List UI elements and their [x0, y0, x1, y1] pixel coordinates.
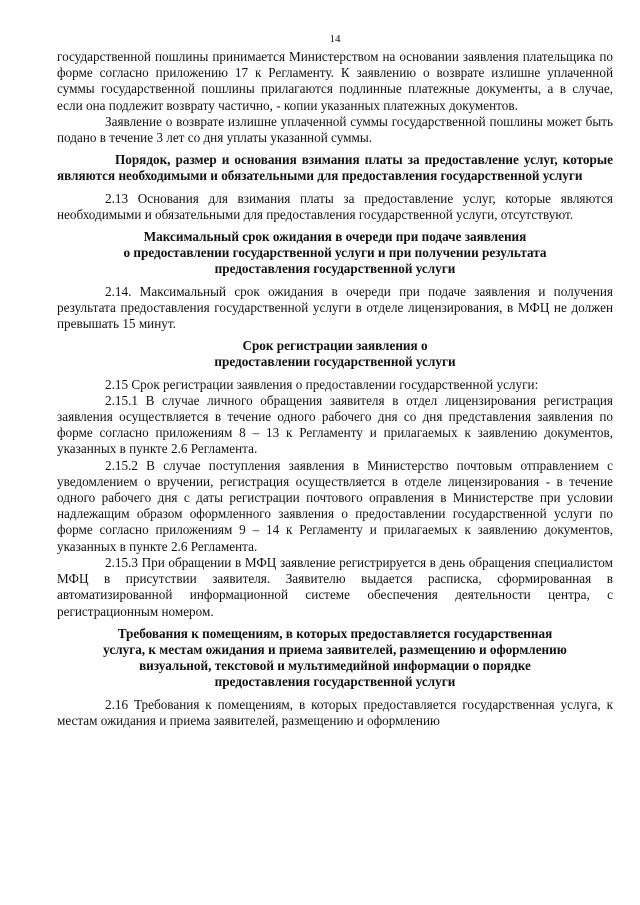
section-heading-line: предоставлении государственной услуги [214, 354, 456, 370]
paragraph: 2.15.2 В случае поступления заявления в Министерство почтовым отправлением с уведомлением о вручении, регистрация осуществляется в отделе лицензирования - в течение одного рабочего дня с даты регистрации почтового оправления в Министерстве при условии надлежащим образом оформленного заявления о предоставлении государственной услуги по форме согласно приложениям 9 – 14 к Регламенту и прилагаемых к заявлению документов, указанных в пункте 2.6 Регламента. [57, 457, 613, 554]
section-heading-line: Срок регистрации заявления о [242, 338, 428, 354]
paragraph: государственной пошлины принимается Министерством на основании заявления плательщика по форме согласно приложению 17 к Регламенту. К заявлению о возврате излишне уплаченной суммы государственной пошлины прилагаются подлинные платежные документы, а в случае, если она подлежит возврату частично, - копии указанных платежных документов. [57, 49, 613, 113]
section-heading [57, 338, 613, 370]
section-heading-line: услуга, к местам ожидания и приема заявителей, размещению и оформлению [103, 641, 567, 657]
section-heading-line: предоставления государственной услуги [214, 261, 456, 277]
section-heading-line: предоставления государственной услуги [214, 674, 456, 690]
paragraph: 2.15.1 В случае личного обращения заявителя в отдел лицензирования регистрация заявления осуществляется в течение одного рабочего дня со дня представления заявления по форме согласно приложениям 8 – 13 к Регламенту и прилагаемых к заявлению документов, указанных в пункте 2.6 Регламента. [57, 392, 613, 457]
paragraph: 2.14. Максимальный срок ожидания в очереди при подаче заявления и получения результата предоставления государственной услуги в отделе лицензирования, в МФЦ не должен превышать 15 минут. [57, 283, 613, 332]
paragraph: 2.15 Срок регистрации заявления о предоставлении государственной услуги: [105, 376, 539, 392]
section-heading-line: визуальной, текстовой и мультимедийной информации о порядке [139, 658, 531, 674]
document-body [57, 49, 613, 729]
paragraph: 2.15.3 При обращении в МФЦ заявление регистрируется в день обращения специалистом МФЦ в присутствии заявителя. Заявителю выдается расписка, сформированная в автоматизированной информационной системе обеспечения деятельности центра, с регистрационным номером. [57, 554, 613, 619]
paragraph: 2.16 Требования к помещениям, в которых предоставляется государственная услуга, к местам ожидания и приема заявителей, размещению и оформлению [57, 696, 613, 728]
section-heading-line: Максимальный срок ожидания в очереди при подаче заявления [143, 229, 527, 245]
paragraph: 2.13 Основания для взимания платы за предоставление услуг, которые являются необходимыми и обязательными для предоставления государственной услуги, отсутствуют. [57, 190, 613, 222]
section-heading-line: Порядок, размер и основания взимания платы за предоставление услуг, которые являются необходимыми и обязательными для предоставления государственной услуги [57, 152, 613, 184]
section-heading [57, 152, 613, 184]
section-heading [57, 626, 613, 691]
section-heading-line: о предоставлении государственной услуги и при получении результата [123, 245, 547, 261]
page-number: 14 [329, 33, 341, 45]
section-heading [57, 229, 613, 278]
section-heading-line: Требования к помещениям, в которых предоставляется государственная [117, 625, 553, 641]
paragraph: Заявление о возврате излишне уплаченной суммы государственной пошлины может быть подано в течение 3 лет со дня уплаты указанной суммы. [57, 113, 613, 146]
